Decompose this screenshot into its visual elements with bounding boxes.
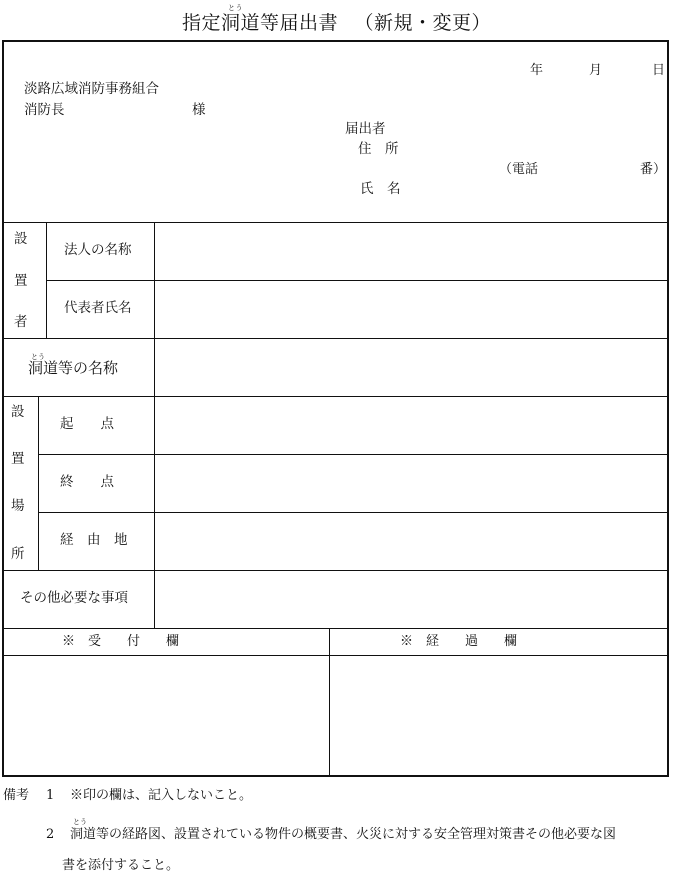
phone-open: （電話 (499, 162, 539, 177)
location-side-divider (38, 396, 39, 570)
location-side-char-2: 置 (11, 451, 25, 467)
installer-side-char-3: 者 (14, 314, 28, 330)
title-suffix: （新規・変更） (354, 12, 492, 34)
divider-name-end (3, 396, 669, 397)
reception-label: ※ 受 付 欄 (62, 634, 180, 649)
form-title (0, 4, 673, 35)
installer-side-char-2: 置 (14, 273, 28, 289)
divider-end-via (38, 512, 669, 513)
bottom-center-divider (329, 628, 330, 777)
addressee-org: 淡路広域消防事務組合 (24, 81, 159, 97)
divider-bottom-header (3, 655, 669, 656)
divider-other-end (3, 628, 669, 629)
note-1-text: ※印の欄は、記入しないこと。 (70, 788, 253, 803)
tunnel-name-label: 洞道等の名称 (28, 359, 119, 377)
title-main: 指定洞道等届出書 (181, 12, 338, 34)
installer-side-char-1: 設 (14, 231, 28, 247)
rep-name-label: 代表者氏名 (64, 300, 132, 316)
tunnel-name-ruby: とう (31, 353, 45, 361)
applicant-name-label: 氏 名 (360, 181, 401, 197)
installer-side-divider (46, 222, 47, 338)
date-month: 月 (589, 63, 603, 78)
note-1-num: 1 (46, 788, 55, 803)
via-point-label: 経 由 地 (60, 532, 128, 548)
label-column-divider (154, 222, 155, 628)
addressee-title: 消防長 (24, 102, 65, 118)
location-side-char-3: 場 (11, 498, 25, 514)
note-2-text-cont: 書を添付すること。 (62, 858, 180, 873)
notes-heading: 備考 (3, 788, 30, 803)
divider-start-end (38, 454, 669, 455)
start-point-label: 起 点 (60, 416, 114, 432)
title-ruby: とう (228, 4, 243, 12)
date-day: 日 (652, 63, 666, 78)
progress-label: ※ 経 過 欄 (400, 634, 518, 649)
note-2-text: 洞道等の経路図、設置されている物件の概要書、火災に対する安全管理対策書その他必要な図 (70, 827, 617, 842)
corp-name-label: 法人の名称 (64, 242, 132, 258)
applicant-label: 届出者 (345, 121, 386, 137)
other-matters-label: その他必要な事項 (20, 590, 128, 606)
location-side-char-4: 所 (11, 546, 25, 562)
divider-location-end (3, 570, 669, 571)
date-year: 年 (530, 63, 544, 78)
honorific: 様 (192, 102, 206, 118)
divider-header (3, 222, 669, 223)
divider-installer-end (3, 338, 669, 339)
location-side-char-1: 設 (11, 404, 25, 420)
phone-close: 番） (640, 162, 667, 177)
end-point-label: 終 点 (60, 474, 114, 490)
note-2-num: 2 (46, 827, 55, 842)
form-frame (2, 40, 669, 777)
note-2-ruby: とう (73, 818, 87, 826)
divider-installer-mid (46, 280, 669, 281)
applicant-address-label: 住 所 (358, 141, 399, 157)
